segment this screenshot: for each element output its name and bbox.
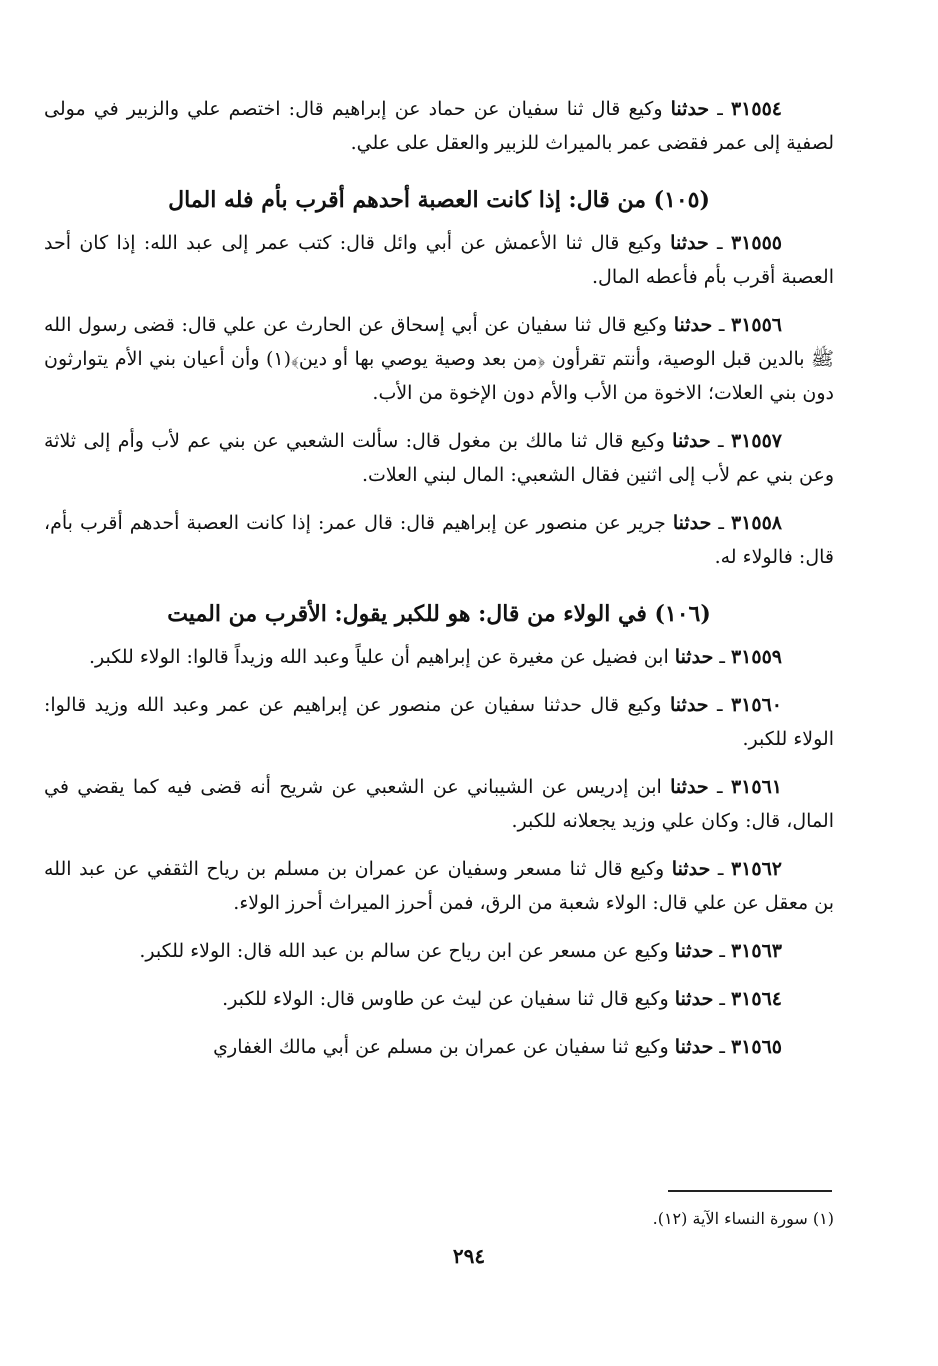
- hadith-text: جرير عن منصور عن إبراهيم قال: قال عمر: إذا كانت العصبة أحدهم أقرب بأم، قال: فالولاء له.: [44, 512, 834, 568]
- hadith-paragraph: ٣١٥٥٥ ـ حدثنا وكيع قال ثنا الأعمش عن أبي وائل قال: كتب عمر إلى عبد الله: إذا كان أحد العصبة أقرب بأم فأعطه المال.: [44, 232, 834, 288]
- hadith-text: وكيع قال ثنا سفيان عن حماد عن إبراهيم قال: اختصم علي والزبير في مولى لصفية إلى عمر فقضى عمر بالميراث للزبير والعقل على علي.: [44, 98, 834, 154]
- hadith-lead: حدثنا: [670, 98, 710, 120]
- hadith-lead: حدثنا: [674, 940, 714, 962]
- hadith-text: وكيع عن مسعر عن ابن رياح عن سالم بن عبد الله قال: الولاء للكبر.: [139, 940, 669, 962]
- page-number: ٢٩٤: [452, 1244, 486, 1268]
- hadith-number: ٣١٥٦١: [730, 776, 782, 798]
- hadith-text: وكيع قال ثنا سفيان عن ليث عن طاوس قال: الولاء للكبر.: [222, 988, 669, 1010]
- footnote-divider: [668, 1190, 832, 1192]
- hadith-number: ٣١٥٦٤: [730, 988, 782, 1010]
- hadith-lead: حدثنا: [670, 776, 709, 798]
- hadith-lead: حدثنا: [672, 430, 711, 452]
- hadith-lead: حدثنا: [674, 1036, 714, 1058]
- hadith-text: ابن إدريس عن الشيباني عن الشعبي عن شريح أنه قضى فيه كما يقضي في المال، قال: وكان علي وزيد يجعلانه للكبر.: [44, 776, 834, 832]
- hadith-paragraph: ٣١٥٦٤ ـ حدثنا وكيع قال ثنا سفيان عن ليث عن طاوس قال: الولاء للكبر.: [222, 988, 782, 1010]
- hadith-lead: حدثنا: [670, 232, 709, 254]
- hadith-paragraph: ٣١٥٦٠ ـ حدثنا وكيع قال حدثنا سفيان عن منصور عن إبراهيم عن عمر وعبد الله وزيد قالوا: الولاء للكبر.: [44, 694, 834, 750]
- hadith-lead: حدثنا: [671, 858, 711, 880]
- hadith-paragraph: ٣١٥٥٧ ـ حدثنا وكيع قال ثنا مالك بن مغول قال: سألت الشعبي عن بني عم لأب وأم إلى ثلاثة وعن بني عم لأب إلى اثنين فقال الشعبي: المال لبني العلات.: [44, 430, 834, 486]
- hadith-lead: حدثنا: [672, 512, 712, 534]
- hadith-lead: حدثنا: [674, 988, 714, 1010]
- hadith-paragraph: ٣١٥٥٩ ـ حدثنا ابن فضيل عن مغيرة عن إبراهيم أن علياً وعبد الله وزيداً قالوا: الولاء للكبر.: [88, 646, 782, 668]
- page-body: [44, 92, 834, 1078]
- hadith-text: وكيع ثنا سفيان عن عمران بن مسلم عن أبي مالك الغفاري: [213, 1036, 669, 1058]
- hadith-text: وكيع قال ثنا مالك بن مغول قال: سألت الشعبي عن بني عم لأب وأم إلى ثلاثة وعن بني عم لأب إلى اثنين فقال الشعبي: المال لبني العلات.: [44, 430, 834, 486]
- hadith-text: وكيع قال ثنا سفيان عن أبي إسحاق عن الحارث عن علي قال: قضى رسول الله ﷺ بالدين قبل الوصية، وأنتم تقرأون ﴿من بعد وصية يوصي بها أو دين﴾(١) وأن أعيان بني الأم يتوارثون دون بني العلات؛ الاخوة من الأب والأم دون الإخوة من الأب.: [44, 314, 834, 404]
- hadith-paragraph: ٣١٥٥٤ ـ حدثنا وكيع قال ثنا سفيان عن حماد عن إبراهيم قال: اختصم علي والزبير في مولى لصفية إلى عمر فقضى عمر بالميراث للزبير والعقل على علي.: [44, 98, 834, 154]
- hadith-paragraph: ٣١٥٦٢ ـ حدثنا وكيع قال ثنا مسعر وسفيان عن عمران بن مسلم بن رياح الثقفي عن عبد الله بن معقل عن علي قال: الولاء شعبة من الرق، فمن أحرز الميراث أحرز الولاء.: [44, 858, 834, 914]
- footnote: (١) سورة النساء الآية (١٢).: [652, 1209, 834, 1228]
- hadith-paragraph: ٣١٥٦١ ـ حدثنا ابن إدريس عن الشيباني عن الشعبي عن شريح أنه قضى فيه كما يقضي في المال، قال: وكان علي وزيد يجعلانه للكبر.: [44, 776, 834, 832]
- hadith-lead: حدثنا: [674, 646, 714, 668]
- hadith-lead: حدثنا: [673, 314, 713, 336]
- hadith-paragraph: ٣١٥٥٦ ـ حدثنا وكيع قال ثنا سفيان عن أبي إسحاق عن الحارث عن علي قال: قضى رسول الله ﷺ بالدين قبل الوصية، وأنتم تقرأون ﴿من بعد وصية يوصي بها أو دين﴾(١) وأن أعيان بني الأم يتوارثون دون بني العلات؛ الاخوة من الأب والأم دون الإخوة من الأب.: [44, 314, 834, 404]
- hadith-text: وكيع قال حدثنا سفيان عن منصور عن إبراهيم عن عمر وعبد الله وزيد قالوا: الولاء للكبر.: [44, 694, 834, 750]
- hadith-number: ٣١٥٥٩: [730, 646, 782, 668]
- chapter-heading-106: (١٠٦) في الولاء من قال: هو للكبر يقول: الأقرب من الميت: [167, 601, 711, 627]
- hadith-number: ٣١٥٥٥: [730, 232, 782, 254]
- hadith-number: ٣١٥٦٢: [730, 858, 782, 880]
- hadith-paragraph: ٣١٥٦٥ ـ حدثنا وكيع ثنا سفيان عن عمران بن مسلم عن أبي مالك الغفاري: [213, 1036, 782, 1058]
- hadith-number: ٣١٥٦٥: [730, 1036, 782, 1058]
- hadith-lead: حدثنا: [670, 694, 709, 716]
- hadith-text: ابن فضيل عن مغيرة عن إبراهيم أن علياً وعبد الله وزيداً قالوا: الولاء للكبر.: [88, 646, 669, 668]
- hadith-paragraph: ٣١٥٦٣ ـ حدثنا وكيع عن مسعر عن ابن رياح عن سالم بن عبد الله قال: الولاء للكبر.: [139, 940, 782, 962]
- hadith-number: ٣١٥٥٦: [730, 314, 783, 336]
- hadith-text: وكيع قال ثنا الأعمش عن أبي وائل قال: كتب عمر إلى عبد الله: إذا كان أحد العصبة أقرب بأم فأعطه المال.: [44, 232, 834, 288]
- chapter-heading-105: (١٠٥) من قال: إذا كانت العصبة أحدهم أقرب بأم فله المال: [168, 187, 710, 213]
- hadith-number: ٣١٥٦٣: [730, 940, 782, 962]
- hadith-number: ٣١٥٦٠: [730, 694, 782, 716]
- hadith-number: ٣١٥٥٨: [730, 512, 782, 534]
- hadith-number: ٣١٥٥٧: [730, 430, 782, 452]
- hadith-text: وكيع قال ثنا مسعر وسفيان عن عمران بن مسلم بن رياح الثقفي عن عبد الله بن معقل عن علي قال: الولاء شعبة من الرق، فمن أحرز الميراث أحرز الولاء.: [44, 858, 834, 914]
- hadith-number: ٣١٥٥٤: [730, 98, 782, 120]
- hadith-paragraph: ٣١٥٥٨ ـ حدثنا جرير عن منصور عن إبراهيم قال: قال عمر: إذا كانت العصبة أحدهم أقرب بأم، قال: فالولاء له.: [44, 512, 834, 568]
